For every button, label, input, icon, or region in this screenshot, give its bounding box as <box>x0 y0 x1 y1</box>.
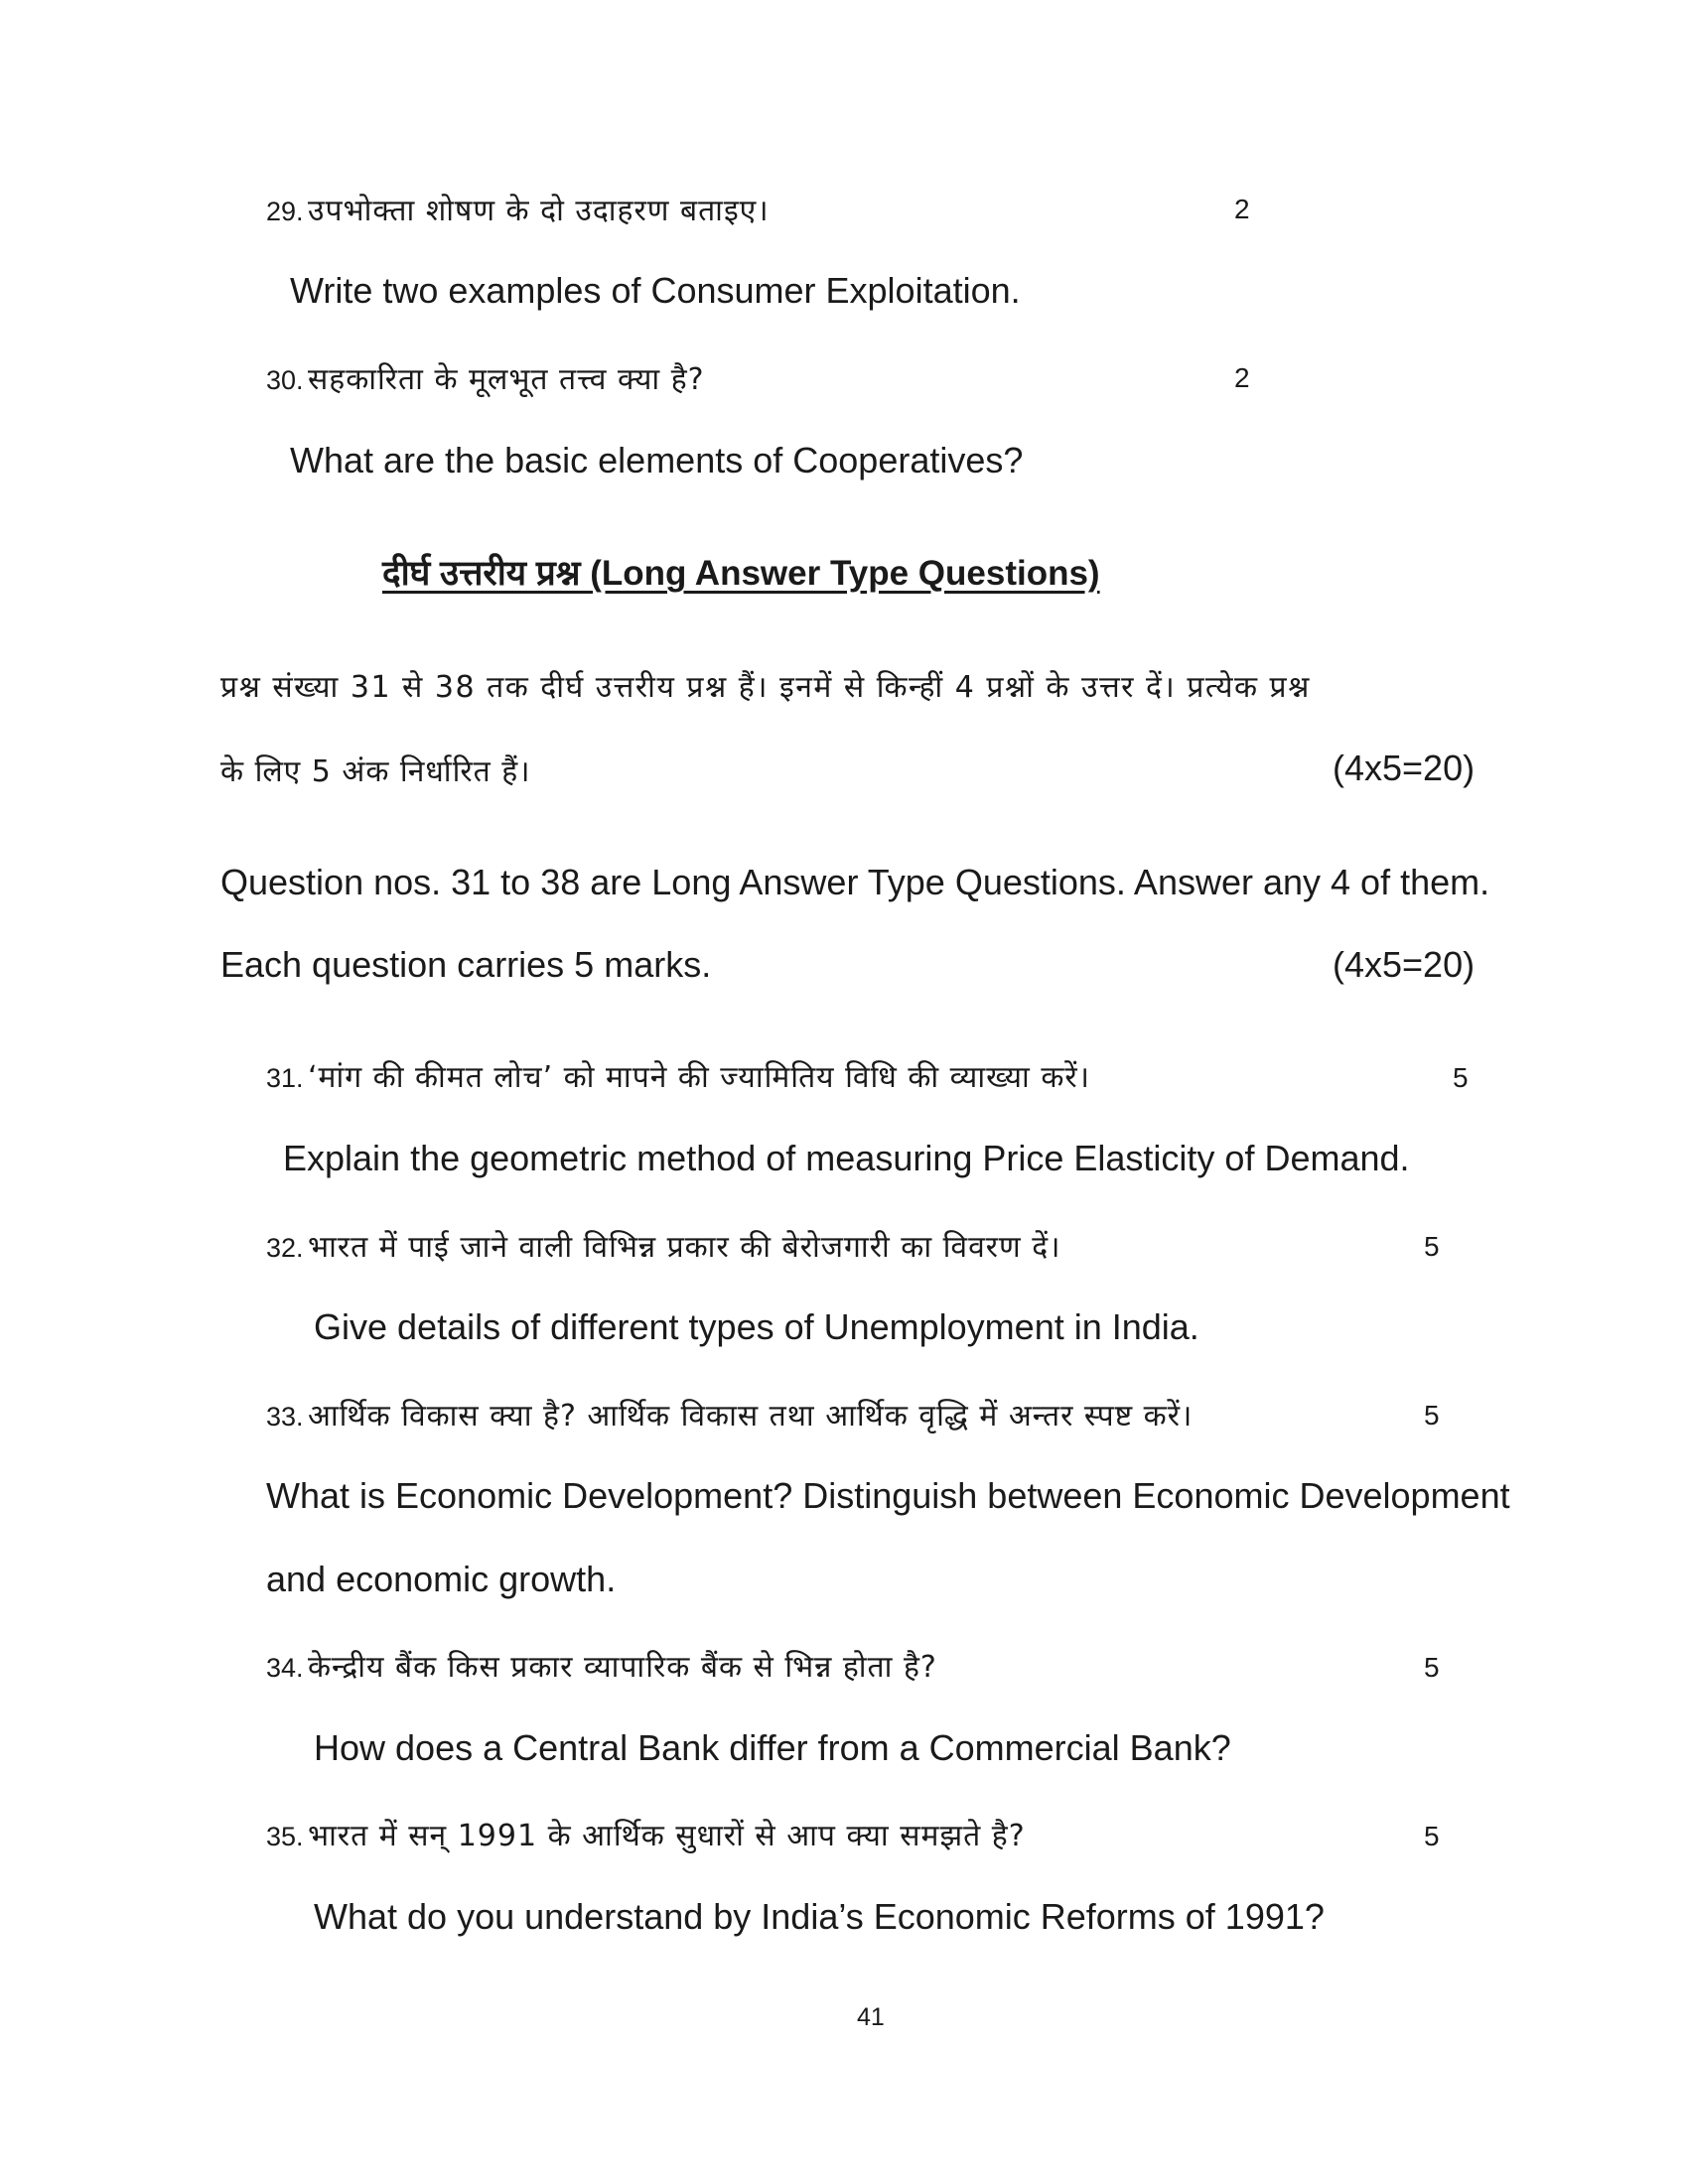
page-number: 41 <box>857 2003 885 2031</box>
question-30 <box>266 357 705 398</box>
question-text-hindi: सहकारिता के मूलभूत तत्त्व क्या है? <box>308 362 705 397</box>
question-marks: 5 <box>1424 1821 1440 1851</box>
instructions-english-line2: Each question carries 5 marks. <box>220 944 712 985</box>
question-marks: 5 <box>1424 1400 1440 1431</box>
question-text-hindi: केन्द्रीय बैंक किस प्रकार व्यापारिक बैंक से भिन्न होता है? <box>308 1650 937 1685</box>
question-number: 29. <box>266 197 304 226</box>
section-heading: दीर्घ उत्तरीय प्रश्न (Long Answer Type Questions) <box>382 554 1100 593</box>
question-text-english: What are the basic elements of Cooperatives? <box>290 440 1024 480</box>
question-29 <box>266 189 770 229</box>
question-32 <box>266 1225 1061 1266</box>
question-31 <box>266 1055 1090 1096</box>
question-number: 31. <box>266 1063 304 1093</box>
instructions-hindi-line1: प्रश्न संख्या 31 से 38 तक दीर्घ उत्तरीय प्रश्न हैं। इनमें से किन्हीं 4 प्रश्नों के उत्तर दें। प्रत्येक प्रश्न <box>220 670 1311 705</box>
question-text-hindi: उपभोक्ता शोषण के दो उदाहरण बताइए। <box>308 194 770 228</box>
question-marks: 5 <box>1453 1062 1469 1093</box>
question-marks: 5 <box>1424 1231 1440 1262</box>
question-number: 30. <box>266 365 304 395</box>
question-marks: 5 <box>1424 1652 1440 1683</box>
question-number: 35. <box>266 1822 304 1851</box>
question-text-english-line2: and economic growth. <box>266 1559 617 1599</box>
question-text-hindi: भारत में सन् 1991 के आर्थिक सुधारों से आप क्या समझते है? <box>308 1819 1026 1853</box>
question-33 <box>266 1394 1193 1434</box>
question-text-english: What do you understand by India’s Economic Reforms of 1991? <box>314 1896 1325 1937</box>
question-text-english: Give details of different types of Unemployment in India. <box>314 1306 1199 1347</box>
question-text-hindi: आर्थिक विकास क्या है? आर्थिक विकास तथा आर्थिक वृद्धि में अन्तर स्पष्ट करें। <box>308 1399 1194 1433</box>
question-number: 34. <box>266 1653 304 1683</box>
question-text-hindi: भारत में पाई जाने वाली विभिन्न प्रकार की बेरोजगारी का विवरण दें। <box>308 1230 1061 1265</box>
question-marks: 2 <box>1234 194 1250 224</box>
question-text-english: Explain the geometric method of measuring Price Elasticity of Demand. <box>283 1138 1410 1178</box>
question-text-english: Write two examples of Consumer Exploitation. <box>290 270 1021 311</box>
question-35 <box>266 1814 1026 1854</box>
question-number: 32. <box>266 1233 304 1263</box>
question-number: 33. <box>266 1402 304 1432</box>
question-marks: 2 <box>1234 362 1250 393</box>
instructions-hindi-line2: के लिए 5 अंक निर्धारित हैं। <box>220 754 531 789</box>
section-marks-hindi: (4x5=20) <box>1333 748 1476 788</box>
section-marks-english: (4x5=20) <box>1333 944 1476 985</box>
question-text-english-line1: What is Economic Development? Distinguish between Economic Development <box>266 1475 1510 1516</box>
question-34 <box>266 1645 937 1686</box>
question-text-english: How does a Central Bank differ from a Commercial Bank? <box>314 1727 1231 1768</box>
question-text-hindi: ‘मांग की कीमत लोच’ को मापने की ज्यामितिय विधि की व्याख्या करें। <box>308 1060 1091 1095</box>
instructions-english-line1: Question nos. 31 to 38 are Long Answer Type Questions. Answer any 4 of them. <box>220 862 1490 902</box>
